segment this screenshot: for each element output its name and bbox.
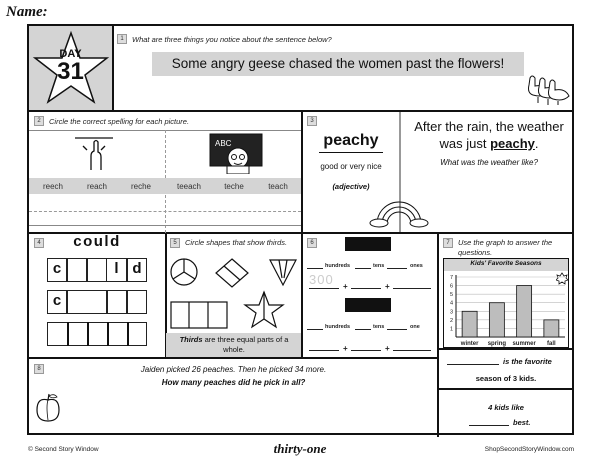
word-problem-line-2: How many peaches did he pick in all? [161, 378, 306, 387]
spelling-option[interactable]: reach [86, 182, 107, 191]
bar-fall [544, 320, 559, 337]
x-tick-label: summer [512, 341, 536, 347]
name-label: Name: [6, 4, 48, 20]
day-number: 31 [57, 58, 84, 85]
vocab-part-of-speech: (adjective) [332, 182, 370, 191]
spelling-option[interactable]: teche [224, 182, 244, 191]
y-tick-label: 1 [449, 326, 453, 333]
tens-label: tens [373, 263, 385, 269]
reaching-hand-icon [69, 134, 119, 172]
ghost-number: 300 [309, 272, 334, 287]
letter-box[interactable]: c [47, 290, 67, 314]
one-label: one [410, 324, 420, 330]
vocab-sentence-end: . [534, 136, 539, 151]
vocab-sentence-word: peachy [490, 136, 535, 151]
bar-spring [489, 303, 504, 337]
rainbow-icon [369, 196, 429, 228]
letter-box[interactable] [67, 258, 87, 282]
sentence-text: Some angry geese chased the women past the flowers! [171, 56, 505, 71]
tens-label-2: tens [373, 324, 385, 330]
section-2-prompt: Circle the correct spelling for each picture. [49, 117, 190, 126]
ones-label: ones [410, 263, 423, 269]
footer-website[interactable]: ShopSecondStoryWindow.com [484, 446, 574, 453]
hundreds-label: hundreds [325, 263, 351, 269]
section-5-prompt: Circle shapes that show thirds. [185, 238, 288, 247]
worksheet: DAY 31 1 What are three things you notice about the sentence below? Some angry geese chased the women past the flowers! 2 Circle the correct spelling for each picture. ABC reech reach reche teeach teche teach 3 peachy good or very nice (adjective) After the rain, the weather was just peachy. What was the weather like? 4 could c l d c 5 Circle shapes that show thirds. Thirds are three equal parts of a whole. 6 hundreds tens ones 300 + + hundreds tens one + + 7 Use the graph to answer the questions. Kids' Favorite Seasons 1 2 3 4 5 6 7 winter spring summer fall is the favorite season of 3 kids. 4 kids like best. 8 Jaiden picked 26 peaches. Then he picked 34 more. How many peaches did he pick in all? [27, 24, 574, 435]
peach-icon [35, 392, 61, 422]
graph-question-1b: season of 3 kids. [475, 374, 537, 383]
section-1-prompt: What are three things you notice about the sentence below? [132, 35, 332, 44]
graph-question-1: is the favorite [503, 357, 552, 366]
letter-box[interactable] [67, 290, 107, 314]
y-tick-label: 4 [449, 300, 453, 307]
thirds-note-rest: are three equal parts of a whole. [202, 335, 289, 354]
word-problem-line-1: Jaiden picked 26 peaches. Then he picked 34 more. [140, 365, 327, 374]
vocab-definition: good or very nice [320, 162, 382, 171]
letter-box[interactable]: d [127, 258, 147, 282]
chart-plot [443, 271, 569, 348]
letter-box[interactable] [127, 290, 147, 314]
y-tick-label: 3 [449, 309, 453, 316]
chart-title: Kids' Favorite Seasons [470, 260, 542, 267]
thirds-note-bold: Thirds [179, 335, 203, 344]
number-box-1 [345, 237, 391, 251]
spelling-option[interactable]: teach [268, 182, 288, 191]
vocab-word: peachy [323, 132, 379, 149]
footer-page-label: thirty-one [273, 441, 327, 456]
section-5-number: 5 [170, 238, 180, 248]
x-tick-label: winter [460, 341, 479, 347]
section-1-number: 1 [117, 34, 127, 44]
svg-text:ABC: ABC [215, 139, 232, 148]
letter-box[interactable]: l [107, 258, 127, 282]
section-7-prompt: Use the graph to answer the questions. [458, 238, 553, 257]
day-label: DAY [59, 48, 82, 60]
y-tick-label: 5 [449, 292, 453, 299]
graph-question-2b: best. [513, 418, 531, 427]
letter-box[interactable] [47, 322, 147, 346]
bar-winter [462, 311, 477, 337]
y-tick-label: 6 [449, 283, 453, 290]
letter-box[interactable] [107, 290, 127, 314]
x-tick-label: fall [547, 341, 556, 347]
spelling-option[interactable]: reech [42, 182, 63, 191]
vocab-sentence [405, 118, 573, 152]
section-3-number: 3 [307, 116, 317, 126]
graph-question-2: 4 kids like [488, 403, 524, 412]
letter-box[interactable] [87, 258, 107, 282]
bar-summer [517, 286, 532, 337]
triangle-shape [270, 260, 296, 285]
y-tick-label: 7 [449, 275, 453, 281]
rectangle-shape [171, 302, 227, 328]
x-tick-label: spring [487, 341, 507, 347]
spelling-option[interactable]: reche [130, 182, 151, 191]
y-tick-label: 2 [449, 317, 453, 324]
footer-copyright: © Second Story Window [28, 446, 99, 453]
section-4-number: 4 [34, 238, 44, 248]
thirds-note [175, 335, 293, 355]
section-8-number: 8 [34, 364, 44, 374]
section-2-number: 2 [34, 116, 44, 126]
teacher-icon [207, 132, 265, 174]
sight-word: could [73, 233, 121, 250]
spelling-option[interactable]: teeach [176, 182, 202, 191]
number-box-2 [345, 298, 391, 312]
thirds-shapes [168, 258, 300, 332]
vocab-question: What was the weather like? [440, 158, 538, 167]
vocab-sentence-start: After the rain, the weather was just [414, 119, 564, 151]
section-7-number: 7 [443, 238, 453, 248]
letter-box[interactable]: c [47, 258, 67, 282]
section-6-number: 6 [307, 238, 317, 248]
geese-icon [526, 72, 572, 106]
hundreds-label-2: hundreds [325, 324, 351, 330]
